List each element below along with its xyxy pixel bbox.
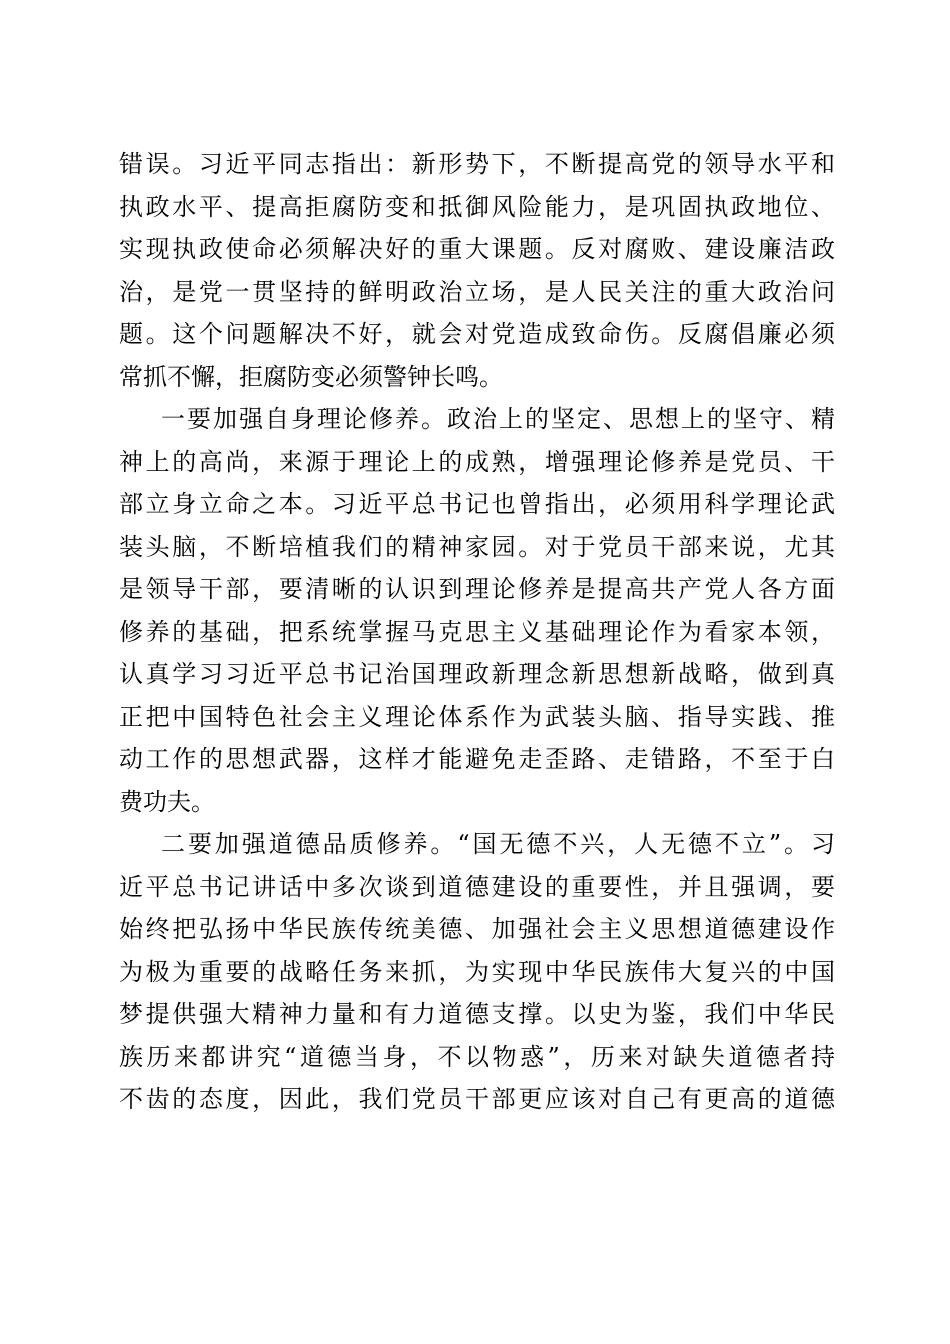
paragraph-2	[119, 398, 835, 823]
text-line: 二要加强道德品质修养。“国无德不兴，人无德不立”。习	[161, 830, 835, 858]
text-line: 常抓不懈，拒腐防变必须警钟长鸣。	[119, 362, 503, 391]
text-line: 错误。习近平同志指出：新形势下，不断提高党的领导水平和	[119, 150, 835, 178]
text-line: 部立身立命之本。习近平总书记也曾指出，必须用科学理论武	[119, 490, 835, 518]
text-line: 近平总书记讲话中多次谈到道德建设的重要性，并且强调，要	[119, 872, 835, 901]
text-line: 一要加强自身理论修养。政治上的坚定、思想上的坚守、精	[161, 405, 835, 433]
text-line: 费功夫。	[119, 787, 215, 816]
body-text	[119, 143, 835, 1121]
text-line: 神上的高尚，来源于理论上的成熟，增强理论修养是党员、干	[119, 447, 835, 476]
text-line: 族历来都讲究“道德当身，不以物惑”，历来对缺失道德者持	[119, 1042, 835, 1071]
text-line: 题。这个问题解决不好，就会对党造成致命伤。反腐倡廉必须	[119, 320, 835, 348]
text-line: 梦提供强大精神力量和有力道德支撑。以史为鉴，我们中华民	[119, 1000, 835, 1028]
text-line: 动工作的思想武器，这样才能避免走歪路、走错路，不至于白	[119, 745, 835, 773]
text-line: 治，是党一贯坚持的鲜明政治立场，是人民关注的重大政治问	[119, 277, 835, 306]
text-line: 实现执政使命必须解决好的重大课题。反对腐败、建设廉洁政	[119, 235, 835, 263]
text-line: 正把中国特色社会主义理论体系作为武装头脑、指导实践、推	[119, 702, 835, 731]
text-line: 不齿的态度，因此，我们党员干部更应该对自己有更高的道德	[119, 1085, 835, 1113]
text-line: 装头脑，不断培植我们的精神家园。对于党员干部来说，尤其	[119, 532, 835, 561]
text-line: 是领导干部，要清晰的认识到理论修养是提高共产党人各方面	[119, 575, 835, 603]
paragraph-3	[119, 823, 835, 1121]
text-line: 为极为重要的战略任务来抓，为实现中华民族伟大复兴的中国	[119, 957, 835, 986]
text-line: 执政水平、提高拒腐防变和抵御风险能力，是巩固执政地位、	[119, 192, 835, 221]
text-line: 修养的基础，把系统掌握马克思主义基础理论作为看家本领，	[119, 617, 835, 646]
paragraph-1	[119, 143, 835, 398]
text-line: 认真学习习近平总书记治国理政新理念新思想新战略，做到真	[119, 660, 835, 688]
text-line: 始终把弘扬中华民族传统美德、加强社会主义思想道德建设作	[119, 915, 835, 943]
